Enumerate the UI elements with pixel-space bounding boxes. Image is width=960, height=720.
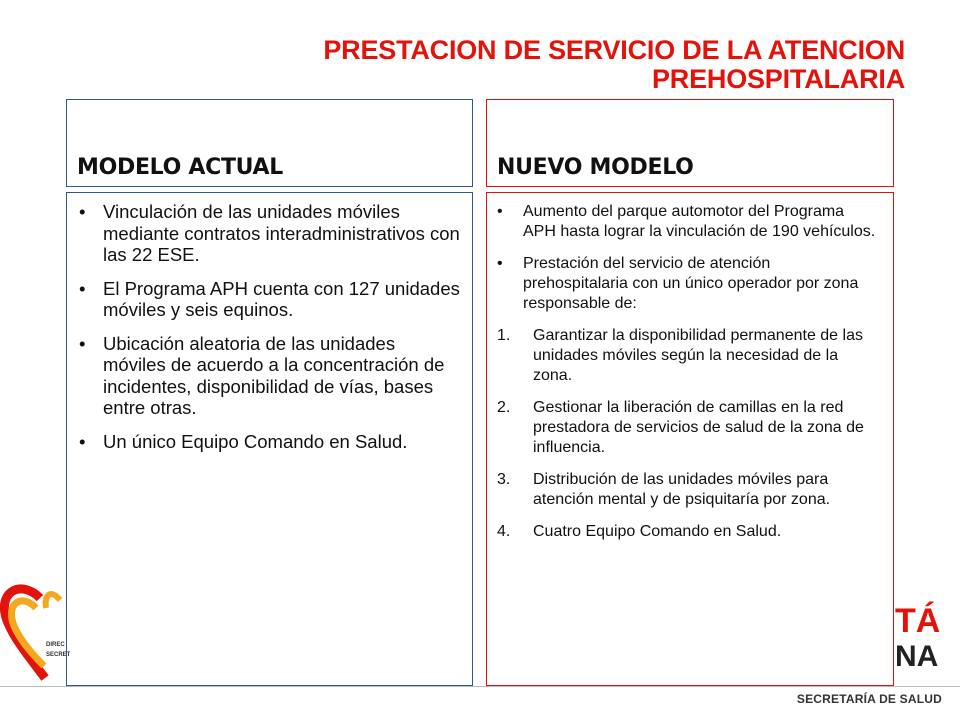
new-model-list bbox=[497, 202, 879, 542]
bullet-icon: • bbox=[497, 203, 503, 220]
item-number: 2. bbox=[497, 399, 511, 416]
slide-title bbox=[323, 36, 905, 94]
new-model-content-box bbox=[486, 192, 894, 686]
footer-label: SECRETARÍA DE SALUD bbox=[796, 692, 942, 706]
item-number: 3. bbox=[497, 471, 511, 488]
list-item: • Ubicación aleatoria de las unidades móviles de acuerdo a la concentración de incidentes, disponibilidad de vías, bases entre otras. bbox=[79, 332, 445, 418]
city-logo-text-1: TÁ bbox=[895, 602, 941, 640]
new-model-heading: NUEVO MODELO bbox=[497, 155, 694, 180]
numbered-item: 2. Gestionar la liberación de camillas en la red prestadora de servicios de salud de la zona de influencia. bbox=[497, 399, 864, 456]
bullet-icon: • bbox=[497, 255, 503, 272]
numbered-item: 3. Distribución de las unidades móviles para atención mental y de psiquitaría por zona. bbox=[497, 471, 831, 508]
footer-divider bbox=[0, 686, 960, 687]
city-logo bbox=[893, 604, 960, 684]
current-model-list bbox=[67, 193, 472, 452]
heart-logo-icon bbox=[0, 578, 70, 688]
new-model-header-box bbox=[486, 99, 894, 187]
item-number: 1. bbox=[497, 327, 511, 344]
item-number: 4. bbox=[497, 523, 511, 540]
numbered-item: 4. Cuatro Equipo Comando en Salud. bbox=[497, 523, 782, 540]
slide-title-line-1: PRESTACION DE SERVICIO DE LA ATENCION bbox=[323, 35, 905, 65]
bullet-icon: • bbox=[79, 277, 86, 299]
numbered-item: 1. Garantizar la disponibilidad permanente de las unidades móviles según la necesidad de la zona. bbox=[497, 327, 863, 384]
list-item: • Vinculación de las unidades móviles mediante contratos interadministrativos con las 22 ESE. bbox=[79, 201, 460, 265]
slide-title-line-2: PREHOSPITALARIA bbox=[651, 64, 905, 94]
bullet-icon: • bbox=[79, 332, 86, 354]
bullet-icon: • bbox=[79, 430, 86, 452]
logo-text-1: DIREC bbox=[46, 642, 65, 648]
bullet-icon: • bbox=[79, 201, 86, 222]
health-secretariat-logo bbox=[0, 578, 70, 688]
list-item: • El Programa APH cuenta con 127 unidades móviles y seis equinos. bbox=[79, 277, 460, 320]
city-logo-text-2: NA bbox=[895, 640, 939, 673]
current-model-header-box bbox=[66, 99, 473, 187]
current-model-heading: MODELO ACTUAL bbox=[77, 155, 283, 180]
list-item: • Aumento del parque automotor del Programa APH hasta lograr la vinculación de 190 vehículos. bbox=[497, 203, 876, 240]
logo-text-2: SECRET bbox=[46, 652, 71, 658]
list-item: • Un único Equipo Comando en Salud. bbox=[79, 430, 408, 452]
current-model-content-box bbox=[66, 192, 473, 686]
list-item: • Prestación del servicio de atención prehospitalaria con un único operador por zona responsable de: bbox=[497, 255, 859, 312]
